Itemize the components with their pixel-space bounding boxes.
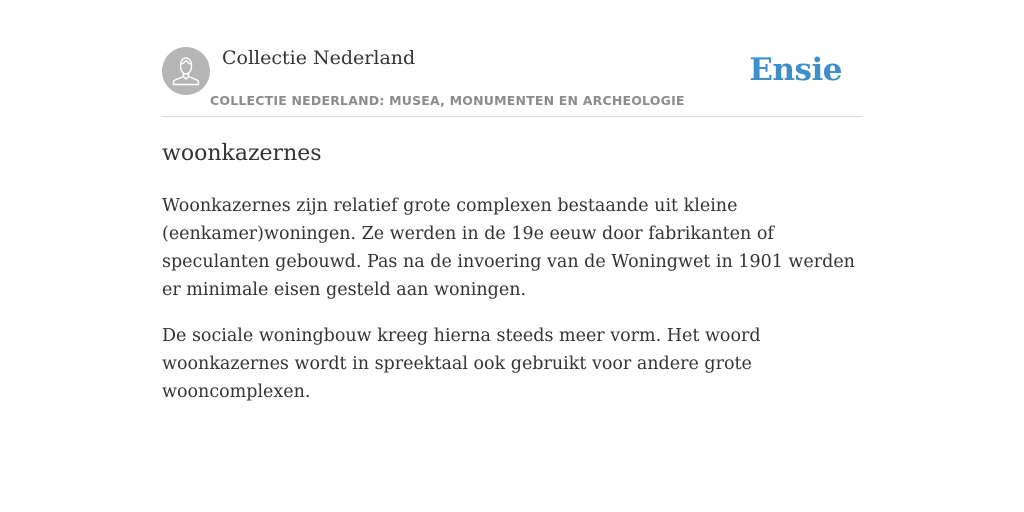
entry-paragraph: De sociale woningbouw kreeg hierna steeds meer vorm. Het woord woonkazernes wordt in spreektaal ook gebruikt voor andere grote wooncomplexen. [162,326,761,402]
entry-paragraph: Woonkazernes zijn relatief grote complexen bestaande uit kleine (eenkamer)woningen. Ze werden in de 19e eeuw door fabrikanten of speculanten gebouwd. Pas na de invoering van de Woningwet in 1901 werden er minimale eisen gesteld aan woningen. [162,196,855,300]
author-subtitle: COLLECTIE NEDERLAND: MUSEA, MONUMENTEN EN ARCHEOLOGIE [210,93,685,108]
ensie-logo-link[interactable]: Ensie [749,52,842,88]
entry-title: woonkazernes [162,141,322,166]
entry-header [162,44,862,117]
user-avatar-icon [162,47,210,95]
author-name[interactable]: Collectie Nederland [222,47,416,69]
author-avatar[interactable] [162,47,210,95]
entry-content [162,138,862,406]
